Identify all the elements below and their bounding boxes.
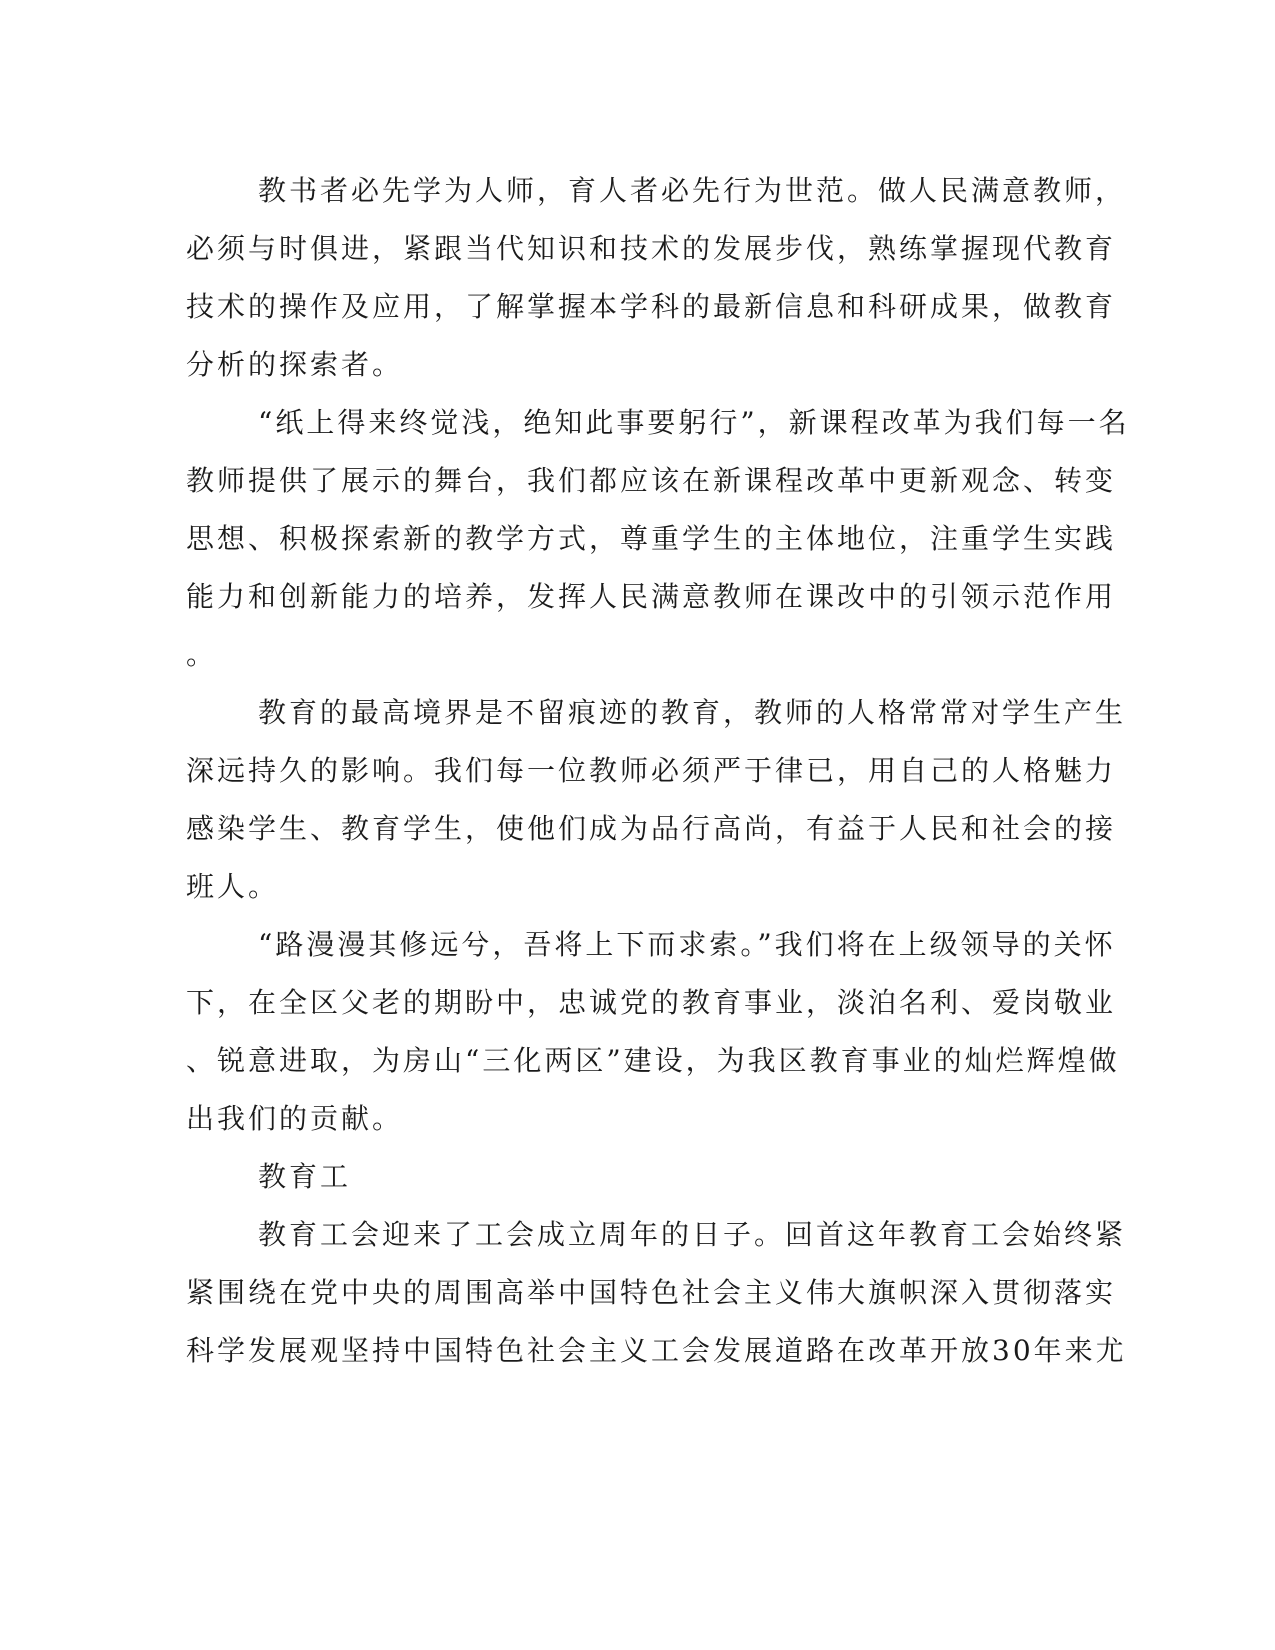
text-line: 必须与时俱进，紧跟当代知识和技术的发展步伐，熟练掌握现代教育 xyxy=(186,232,1117,265)
text-line: 下，在全区父老的期盼中，忠诚党的教育事业，淡泊名利、爱岗敬业 xyxy=(186,986,1117,1019)
document-body xyxy=(186,162,1130,1380)
text-line: 班人。 xyxy=(186,870,280,903)
text-line: 紧围绕在党中央的周围高举中国特色社会主义伟大旗帜深入贯彻落实 xyxy=(186,1276,1117,1309)
text-line: 能力和创新能力的培养，发挥人民满意教师在课改中的引领示范作用 xyxy=(186,580,1117,613)
text-line: 感染学生、教育学生，使他们成为品行高尚，有益于人民和社会的接 xyxy=(186,812,1117,845)
text-line: 、锐意进取，为房山“三化两区”建设，为我区教育事业的灿烂辉煌做 xyxy=(186,1044,1120,1077)
text-line: “路漫漫其修远兮，吾将上下而求索。”我们将在上级领导的关怀 xyxy=(258,928,1116,961)
text-line: 教师提供了展示的舞台，我们都应该在新课程改革中更新观念、转变 xyxy=(186,464,1117,497)
text-line: 教书者必先学为人师，育人者必先行为世范。做人民满意教师， xyxy=(258,174,1127,207)
text-line: 。 xyxy=(186,638,218,671)
text-line: 教育的最高境界是不留痕迹的教育，教师的人格常常对学生产生 xyxy=(258,696,1127,729)
section-heading: 教育工 xyxy=(258,1160,352,1193)
text-line: 科学发展观坚持中国特色社会主义工会发展道路在改革开放30年来尤 xyxy=(186,1334,1127,1367)
text-line: 出我们的贡献。 xyxy=(186,1102,404,1135)
text-line: 深远持久的影响。我们每一位教师必须严于律已，用自己的人格魅力 xyxy=(186,754,1117,787)
text-line: 技术的操作及应用，了解掌握本学科的最新信息和科研成果，做教育 xyxy=(186,290,1117,323)
text-line: 思想、积极探索新的教学方式，尊重学生的主体地位，注重学生实践 xyxy=(186,522,1117,555)
text-line: 分析的探索者。 xyxy=(186,348,404,381)
text-line: 教育工会迎来了工会成立周年的日子。回首这年教育工会始终紧 xyxy=(258,1218,1127,1251)
text-line: “纸上得来终觉浅，绝知此事要躬行”，新课程改革为我们每一名 xyxy=(258,406,1130,439)
